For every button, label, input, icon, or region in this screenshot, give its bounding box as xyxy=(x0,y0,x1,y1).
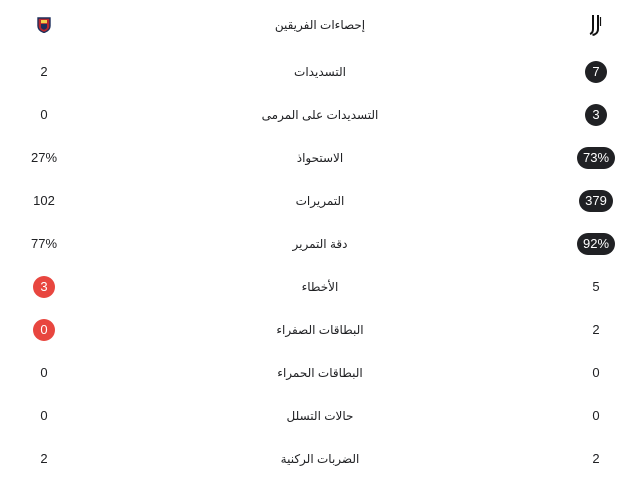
home-stat-value: 0 xyxy=(40,365,48,380)
stats-header xyxy=(0,3,640,46)
stat-label: التسديدات على المرمى xyxy=(261,107,379,122)
home-stat-value: 0 xyxy=(40,408,48,423)
away-value-cell xyxy=(552,147,640,169)
away-stat-value: 0 xyxy=(592,365,600,380)
away-stat-value: 73% xyxy=(577,147,615,169)
stat-label: الضربات الركنية xyxy=(280,451,360,466)
away-stat-value: 0 xyxy=(592,408,600,423)
away-stat-value: 5 xyxy=(592,279,600,294)
home-stat-value: 0 xyxy=(33,319,55,341)
home-value-cell xyxy=(0,451,88,466)
stat-row xyxy=(0,265,640,308)
home-value-cell xyxy=(0,107,88,122)
home-value-cell xyxy=(0,319,88,341)
stat-label: التمريرات xyxy=(295,193,345,208)
stat-row xyxy=(0,179,640,222)
away-stat-value: 7 xyxy=(585,61,607,83)
away-stat-value: 2 xyxy=(592,451,600,466)
home-stat-value: 27% xyxy=(30,150,58,165)
away-value-cell xyxy=(552,279,640,294)
stat-label: البطاقات الصفراء xyxy=(276,322,364,337)
juventus-logo-icon xyxy=(589,14,603,36)
stat-label: الأخطاء xyxy=(301,279,339,294)
away-value-cell xyxy=(552,190,640,212)
away-value-cell xyxy=(552,365,640,380)
stat-row xyxy=(0,394,640,437)
stat-row xyxy=(0,50,640,93)
away-team-logo-cell xyxy=(552,14,640,36)
home-stat-value: 77% xyxy=(30,236,58,251)
home-stat-value: 3 xyxy=(33,276,55,298)
stat-row xyxy=(0,222,640,265)
away-value-cell xyxy=(552,408,640,423)
home-value-cell xyxy=(0,365,88,380)
genoa-crest-icon xyxy=(37,17,51,33)
home-stat-value: 0 xyxy=(40,107,48,122)
stat-label: البطاقات الحمراء xyxy=(277,365,363,380)
stat-row xyxy=(0,136,640,179)
stat-row xyxy=(0,93,640,136)
stat-label: التسديدات xyxy=(294,64,346,79)
stat-row xyxy=(0,308,640,351)
away-value-cell xyxy=(552,61,640,83)
home-value-cell xyxy=(0,276,88,298)
stat-row xyxy=(0,351,640,394)
stat-label: دقة التمرير xyxy=(292,236,348,251)
home-value-cell xyxy=(0,64,88,79)
home-value-cell xyxy=(0,193,88,208)
away-value-cell xyxy=(552,104,640,126)
stat-label: حالات التسلل xyxy=(286,408,354,423)
away-value-cell xyxy=(552,233,640,255)
away-value-cell xyxy=(552,451,640,466)
home-team-logo-cell xyxy=(0,17,88,33)
stat-label: الاستحواذ xyxy=(296,150,344,165)
home-value-cell xyxy=(0,150,88,165)
away-value-cell xyxy=(552,322,640,337)
away-stat-value: 3 xyxy=(585,104,607,126)
away-stat-value: 92% xyxy=(577,233,615,255)
home-value-cell xyxy=(0,236,88,251)
home-stat-value: 2 xyxy=(40,451,48,466)
away-stat-value: 2 xyxy=(592,322,600,337)
stats-title: إحصاءات الفريقين xyxy=(274,17,366,32)
stat-row xyxy=(0,437,640,480)
home-value-cell xyxy=(0,408,88,423)
home-stat-value: 2 xyxy=(40,64,48,79)
home-stat-value: 102 xyxy=(33,193,55,208)
away-stat-value: 379 xyxy=(579,190,613,212)
